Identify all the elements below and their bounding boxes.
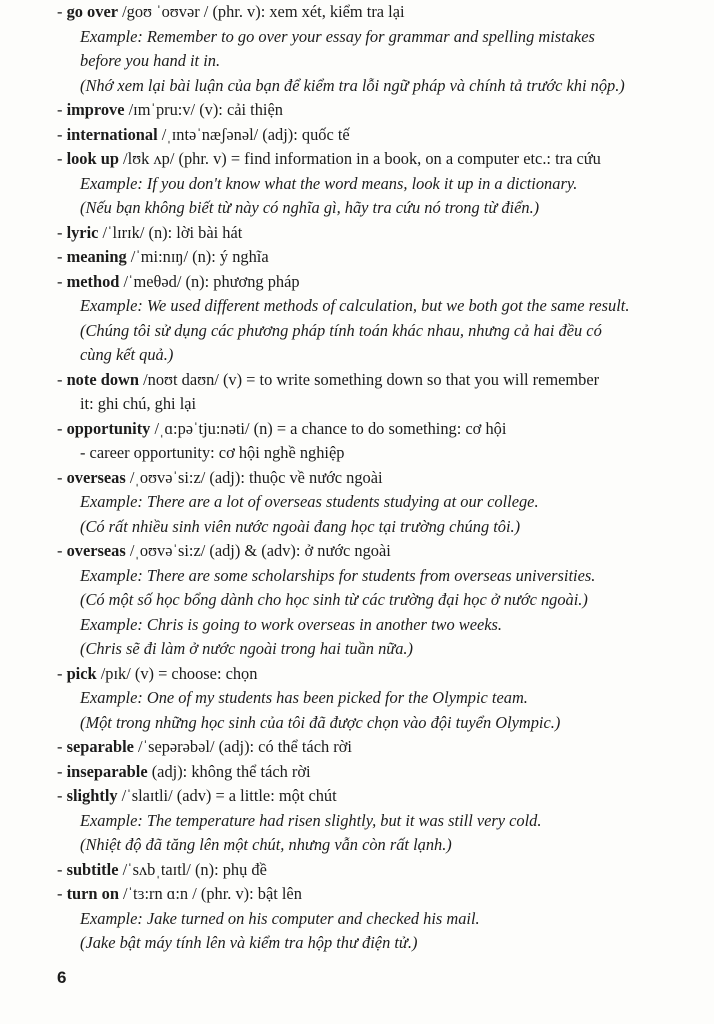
vocab-entry <box>57 123 697 148</box>
vocab-entry <box>57 466 697 540</box>
entry-headline: - note down /noʊt daʊn/ (v) = to write something down so that you will remember <box>57 369 600 389</box>
example-line: (Có rất nhiều sinh viên nước ngoài đang học tại trường chúng tôi.) <box>80 516 521 536</box>
example-line: Example: Jake turned on his computer and checked his mail. <box>80 908 480 928</box>
entry-headline: - overseas /ˌoʊvəˈsi:z/ (adj): thuộc về nước ngoài <box>57 467 383 487</box>
pronunciation-definition: /ˈtɜ:rn ɑ:n / (phr. v): bật lên <box>118 884 302 903</box>
entry-headline: - pick /pɪk/ (v) = choose: chọn <box>57 663 258 683</box>
headword: method <box>66 271 120 291</box>
headword: turn on <box>66 884 119 903</box>
entry-headline: - lyric /ˈlɪrɪk/ (n): lời bài hát <box>57 222 243 242</box>
vocab-entry <box>57 858 697 883</box>
headword: note down <box>66 369 139 389</box>
pronunciation-definition: /goʊ ˈoʊvər / (phr. v): xem xét, kiểm tra lại <box>118 2 405 21</box>
continuation-line: - career opportunity: cơ hội nghề nghiệp <box>80 443 345 462</box>
vocab-entry <box>57 760 697 785</box>
vocab-entry <box>57 147 697 221</box>
example-line: (Nếu bạn không biết từ này có nghĩa gì, hãy tra cứu nó trong từ điển.) <box>80 198 540 217</box>
entry-headline: - method /ˈmeθəd/ (n): phương pháp <box>57 271 300 291</box>
vocab-entry <box>57 368 697 417</box>
continuation-line: it: ghi chú, ghi lại <box>80 394 197 413</box>
example-line: Example: One of my students has been picked for the Olympic team. <box>80 688 528 707</box>
pronunciation-definition: /ˌɑ:pəˈtju:nəti/ (n) = a chance to do something: cơ hội <box>150 418 507 438</box>
example-line: before you hand it in. <box>80 51 221 70</box>
example-line: (Chúng tôi sử dụng các phương pháp tính toán khác nhau, nhưng cả hai đều có <box>80 320 602 340</box>
entry-headline: - slightly /ˈslaɪtli/ (adv) = a little: một chút <box>57 786 337 805</box>
example-line: (Chris sẽ đi làm ở nước ngoài trong hai tuần nữa.) <box>80 639 413 658</box>
pronunciation-definition: /ˈslaɪtli/ (adv) = a little: một chút <box>117 786 337 805</box>
example-line: (Một trong những học sinh của tôi đã được chọn vào đội tuyển Olympic.) <box>80 712 561 732</box>
pronunciation-definition: /ˌoʊvəˈsi:z/ (adj) & (adv): ở nước ngoài <box>125 541 391 560</box>
entry-headline: - international /ˌɪntəˈnæʃənəl/ (adj): quốc tế <box>57 124 350 144</box>
entry-headline: - subtitle /ˈsʌbˌtaɪtl/ (n): phụ đề <box>57 859 267 879</box>
pronunciation-definition: /noʊt daʊn/ (v) = to write something down so that you will remember <box>138 369 600 389</box>
vocab-entry <box>57 98 697 123</box>
vocab-entry <box>57 0 697 98</box>
entry-headline: - opportunity /ˌɑ:pəˈtju:nəti/ (n) = a chance to do something: cơ hội <box>57 418 507 438</box>
pronunciation-definition: /lʊk ʌp/ (phr. v) = find information in a book, on a computer etc.: tra cứu <box>118 149 601 168</box>
headword: go over <box>66 2 118 21</box>
headword: inseparable <box>66 761 148 781</box>
example-line: Example: There are some scholarships for students from overseas universities. <box>80 565 596 585</box>
page-number: 6 <box>57 968 67 987</box>
pronunciation-definition: /ˈsepərəbəl/ (adj): có thể tách rời <box>133 737 352 756</box>
vocab-entry <box>57 882 697 956</box>
vocab-entry <box>57 735 697 760</box>
vocab-entry <box>57 221 697 246</box>
entry-headline: - go over /goʊ ˈoʊvər / (phr. v): xem xét, kiểm tra lại <box>57 2 405 21</box>
example-line: (Jake bật máy tính lên và kiểm tra hộp thư điện tử.) <box>80 933 418 952</box>
example-line: Example: The temperature had risen slightly, but it was still very cold. <box>80 810 542 830</box>
vocab-entry <box>57 662 697 736</box>
headword: meaning <box>66 247 127 266</box>
example-line: Example: Remember to go over your essay for grammar and spelling mistakes <box>80 26 595 46</box>
headword: lyric <box>66 222 99 242</box>
vocabulary-list <box>57 0 697 956</box>
headword: separable <box>66 737 134 756</box>
entry-headline: - improve /ɪmˈpru:v/ (v): cải thiện <box>57 100 283 119</box>
pronunciation-definition: /ˌɪntəˈnæʃənəl/ (adj): quốc tế <box>157 124 350 144</box>
vocab-entry <box>57 784 697 858</box>
pronunciation-definition: (adj): không thể tách rời <box>147 761 311 781</box>
pronunciation-definition: /ˈmeθəd/ (n): phương pháp <box>119 271 300 291</box>
example-line: (Nhiệt độ đã tăng lên một chút, nhưng vẫn còn rất lạnh.) <box>80 835 452 854</box>
pronunciation-definition: /ˈlɪrɪk/ (n): lời bài hát <box>98 222 243 242</box>
vocab-entry <box>57 539 697 662</box>
headword: overseas <box>66 541 126 560</box>
headword: subtitle <box>66 859 119 879</box>
pronunciation-definition: /ˈmi:nɪŋ/ (n): ý nghĩa <box>126 247 269 266</box>
headword: pick <box>66 663 97 683</box>
headword: slightly <box>66 786 118 805</box>
pronunciation-definition: /ˈsʌbˌtaɪtl/ (n): phụ đề <box>118 859 267 879</box>
entry-headline: - meaning /ˈmi:nɪŋ/ (n): ý nghĩa <box>57 247 269 266</box>
vocab-entry <box>57 245 697 270</box>
headword: look up <box>66 149 119 168</box>
example-line: Example: If you don't know what the word means, look it up in a dictionary. <box>80 173 578 193</box>
entry-headline: - turn on /ˈtɜ:rn ɑ:n / (phr. v): bật lên <box>57 884 302 903</box>
headword: improve <box>66 100 125 119</box>
pronunciation-definition: /ɪmˈpru:v/ (v): cải thiện <box>124 100 283 119</box>
example-line: Example: We used different methods of calculation, but we both got the same result. <box>80 296 630 315</box>
headword: international <box>66 124 158 144</box>
entry-headline: - separable /ˈsepərəbəl/ (adj): có thể tách rời <box>57 737 352 756</box>
entry-headline: - overseas /ˌoʊvəˈsi:z/ (adj) & (adv): ở nước ngoài <box>57 541 391 560</box>
vocab-entry <box>57 270 697 368</box>
headword: opportunity <box>66 418 151 438</box>
example-line: Example: There are a lot of overseas students studying at our college. <box>80 492 539 511</box>
example-line: (Có một số học bổng dành cho học sinh từ các trường đại học ở nước ngoài.) <box>80 590 588 609</box>
entry-headline: - inseparable (adj): không thể tách rời <box>57 761 311 781</box>
vocab-entry <box>57 417 697 466</box>
example-line: Example: Chris is going to work overseas in another two weeks. <box>80 614 503 634</box>
headword: overseas <box>66 467 126 487</box>
entry-headline: - look up /lʊk ʌp/ (phr. v) = find information in a book, on a computer etc.: tra cứu <box>57 149 601 168</box>
pronunciation-definition: /ˌoʊvəˈsi:z/ (adj): thuộc về nước ngoài <box>125 467 383 487</box>
pronunciation-definition: /pɪk/ (v) = choose: chọn <box>96 663 258 683</box>
example-line: cùng kết quả.) <box>80 345 174 364</box>
example-line: (Nhớ xem lại bài luận của bạn để kiểm tra lỗi ngữ pháp và chính tả trước khi nộp.) <box>80 75 625 95</box>
